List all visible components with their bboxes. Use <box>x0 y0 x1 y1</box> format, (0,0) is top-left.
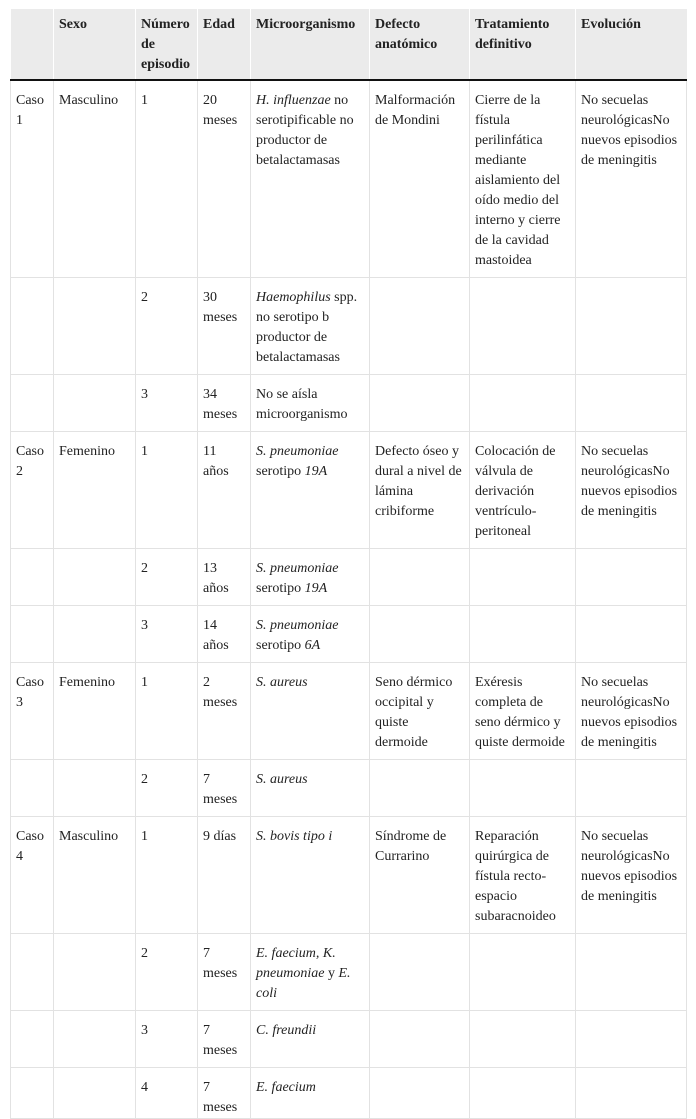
cell-microorganismo <box>251 80 370 278</box>
cell-episodio: 3 <box>136 1011 198 1068</box>
header-sexo: Sexo <box>54 9 136 80</box>
cell-edad: 11 años <box>198 432 251 549</box>
cell-tratamiento <box>470 934 576 1011</box>
cell-sexo <box>54 606 136 663</box>
microorganism-italic-text: S. pneumoniae <box>256 561 339 576</box>
cell-tratamiento: Colocación de válvula de derivación ventrículo-peritoneal <box>470 432 576 549</box>
cell-defecto <box>370 375 470 432</box>
table-row <box>11 80 687 278</box>
microorganism-italic-text: S. pneumoniae <box>256 444 339 459</box>
cell-caso <box>11 375 54 432</box>
microorganism-italic-text: S. aureus <box>256 772 308 787</box>
microorganism-text: serotipo <box>256 464 305 479</box>
cell-microorganismo <box>251 1068 370 1119</box>
cell-microorganismo <box>251 549 370 606</box>
table-body <box>11 80 687 1119</box>
cell-evolucion <box>576 760 687 817</box>
cell-sexo <box>54 549 136 606</box>
microorganism-text: no serotipificable no productor de betalactamasas <box>256 93 354 168</box>
cell-microorganismo <box>251 606 370 663</box>
microorganism-italic-text: E. coli <box>256 966 351 1001</box>
header-defecto: Defecto anatómico <box>370 9 470 80</box>
cell-caso <box>11 1068 54 1119</box>
cell-defecto: Defecto óseo y dural a nivel de lámina cribiforme <box>370 432 470 549</box>
microorganism-text: serotipo <box>256 581 305 596</box>
cell-evolucion <box>576 278 687 375</box>
cell-tratamiento <box>470 375 576 432</box>
cell-episodio: 3 <box>136 375 198 432</box>
table-row <box>11 549 687 606</box>
table-row <box>11 1068 687 1119</box>
cell-episodio: 1 <box>136 663 198 760</box>
table-row <box>11 432 687 549</box>
cell-evolucion <box>576 375 687 432</box>
cell-caso: Caso 3 <box>11 663 54 760</box>
microorganism-italic-text: S. aureus <box>256 675 308 690</box>
cell-defecto <box>370 606 470 663</box>
cell-tratamiento: Reparación quirúrgica de fístula recto-espacio subaracnoideo <box>470 817 576 934</box>
cell-defecto <box>370 549 470 606</box>
cell-microorganismo <box>251 432 370 549</box>
table-row <box>11 278 687 375</box>
cell-caso <box>11 760 54 817</box>
microorganism-text: y <box>324 966 339 981</box>
cell-edad: 7 meses <box>198 934 251 1011</box>
cell-tratamiento: Exéresis completa de seno dérmico y quiste dermoide <box>470 663 576 760</box>
cell-caso <box>11 549 54 606</box>
cell-microorganismo <box>251 278 370 375</box>
cell-episodio: 4 <box>136 1068 198 1119</box>
cell-caso <box>11 278 54 375</box>
microorganism-italic-text: Haemophilus <box>256 290 331 305</box>
header-microorganismo: Microorganismo <box>251 9 370 80</box>
microorganism-italic-text: 19A <box>304 581 328 596</box>
microorganism-text: No se aísla microorganismo <box>256 387 348 422</box>
cell-episodio: 2 <box>136 278 198 375</box>
cell-tratamiento <box>470 1011 576 1068</box>
table-row <box>11 760 687 817</box>
cell-episodio: 2 <box>136 760 198 817</box>
cell-edad: 20 meses <box>198 80 251 278</box>
cell-edad: 7 meses <box>198 1011 251 1068</box>
cell-edad: 13 años <box>198 549 251 606</box>
header-episodio: Número de episodio <box>136 9 198 80</box>
microorganism-italic-text: C. freundii <box>256 1023 317 1038</box>
cell-caso: Caso 1 <box>11 80 54 278</box>
cell-sexo: Femenino <box>54 663 136 760</box>
cell-sexo: Masculino <box>54 80 136 278</box>
cell-edad: 34 meses <box>198 375 251 432</box>
cell-sexo <box>54 760 136 817</box>
cell-episodio: 3 <box>136 606 198 663</box>
cell-edad: 7 meses <box>198 1068 251 1119</box>
cell-microorganismo <box>251 817 370 934</box>
cell-defecto <box>370 1068 470 1119</box>
table-row <box>11 1011 687 1068</box>
header-tratamiento: Tratamiento definitivo <box>470 9 576 80</box>
cell-sexo <box>54 1011 136 1068</box>
cell-edad: 7 meses <box>198 760 251 817</box>
cell-sexo: Femenino <box>54 432 136 549</box>
cell-caso <box>11 1011 54 1068</box>
cell-tratamiento <box>470 1068 576 1119</box>
cell-defecto <box>370 278 470 375</box>
cell-evolucion: No secuelas neurológicasNo nuevos episodios de meningitis <box>576 817 687 934</box>
header-row <box>11 9 687 80</box>
cell-evolucion: No secuelas neurológicasNo nuevos episodios de meningitis <box>576 432 687 549</box>
cell-microorganismo <box>251 375 370 432</box>
cell-edad: 2 meses <box>198 663 251 760</box>
cell-defecto: Seno dérmico occipital y quiste dermoide <box>370 663 470 760</box>
cell-sexo <box>54 375 136 432</box>
microorganism-text: spp. no serotipo b productor de betalactamasas <box>256 290 358 365</box>
cell-microorganismo <box>251 1011 370 1068</box>
cases-table <box>10 9 687 1119</box>
cell-episodio: 1 <box>136 80 198 278</box>
microorganism-italic-text: H. influenzae <box>256 93 331 108</box>
table-row <box>11 375 687 432</box>
cell-sexo <box>54 934 136 1011</box>
cell-evolucion <box>576 1011 687 1068</box>
cell-caso: Caso 4 <box>11 817 54 934</box>
cell-microorganismo <box>251 663 370 760</box>
cell-evolucion: No secuelas neurológicasNo nuevos episodios de meningitis <box>576 80 687 278</box>
microorganism-italic-text: 6A <box>304 638 321 653</box>
table-row <box>11 663 687 760</box>
cell-edad: 30 meses <box>198 278 251 375</box>
cell-evolucion <box>576 549 687 606</box>
table-row <box>11 606 687 663</box>
cell-evolucion <box>576 934 687 1011</box>
cell-tratamiento <box>470 278 576 375</box>
microorganism-italic-text: 19A <box>304 464 328 479</box>
cell-evolucion <box>576 606 687 663</box>
cell-defecto: Malformación de Mondini <box>370 80 470 278</box>
cell-microorganismo <box>251 760 370 817</box>
cell-evolucion <box>576 1068 687 1119</box>
cell-tratamiento <box>470 606 576 663</box>
cell-caso: Caso 2 <box>11 432 54 549</box>
microorganism-italic-text: E. faecium <box>256 1080 316 1095</box>
cell-edad: 9 días <box>198 817 251 934</box>
cell-defecto <box>370 760 470 817</box>
cell-tratamiento <box>470 549 576 606</box>
cell-tratamiento: Cierre de la fístula perilinfática mediante aislamiento del oído medio del interno y cierre de la cavidad mastoidea <box>470 80 576 278</box>
cell-microorganismo <box>251 934 370 1011</box>
microorganism-italic-text: S. bovis tipo i <box>256 829 333 844</box>
cell-defecto: Síndrome de Currarino <box>370 817 470 934</box>
cell-episodio: 1 <box>136 817 198 934</box>
header-edad: Edad <box>198 9 251 80</box>
cell-sexo: Masculino <box>54 817 136 934</box>
cell-edad: 14 años <box>198 606 251 663</box>
cell-tratamiento <box>470 760 576 817</box>
cell-episodio: 2 <box>136 934 198 1011</box>
microorganism-text: serotipo <box>256 638 305 653</box>
header-evolucion: Evolución <box>576 9 687 80</box>
header-case <box>11 9 54 80</box>
cell-defecto <box>370 934 470 1011</box>
cell-caso <box>11 934 54 1011</box>
cell-sexo <box>54 1068 136 1119</box>
cell-evolucion: No secuelas neurológicasNo nuevos episodios de meningitis <box>576 663 687 760</box>
cell-episodio: 1 <box>136 432 198 549</box>
microorganism-italic-text: S. pneumoniae <box>256 618 339 633</box>
table-row <box>11 817 687 934</box>
cell-defecto <box>370 1011 470 1068</box>
table-row <box>11 934 687 1011</box>
cell-caso <box>11 606 54 663</box>
cell-sexo <box>54 278 136 375</box>
cell-episodio: 2 <box>136 549 198 606</box>
microorganism-italic-text: E. faecium, K. pneumoniae <box>256 946 336 981</box>
